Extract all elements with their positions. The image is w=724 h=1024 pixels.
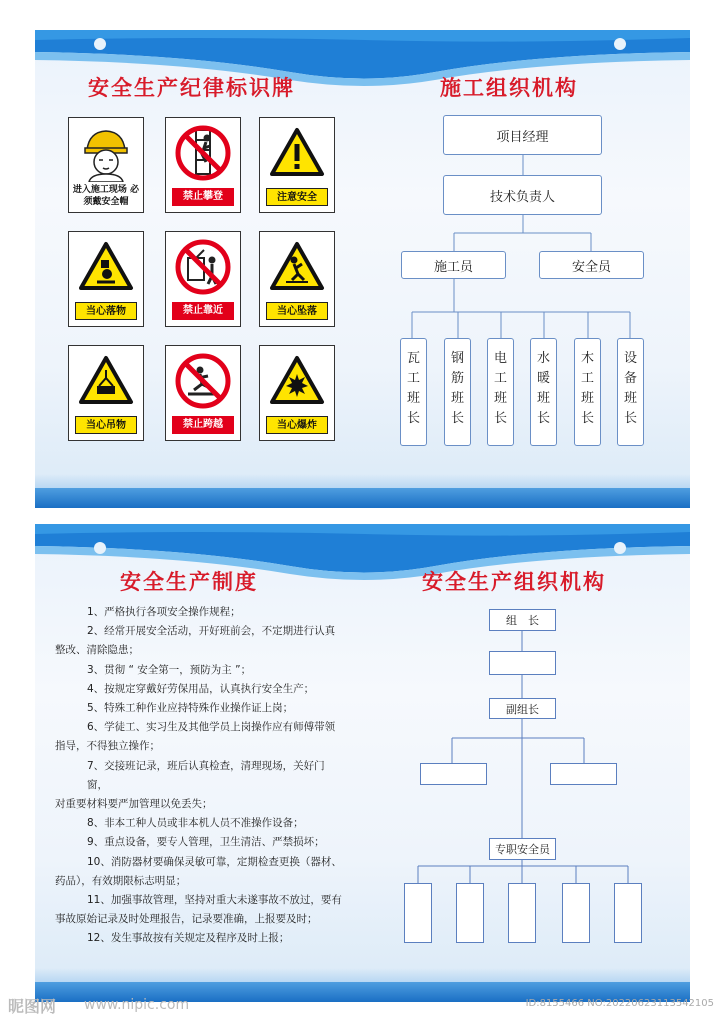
sign-no-approach-label: 禁止靠近 bbox=[172, 302, 234, 320]
org2-node-deputy: 副组长 bbox=[489, 698, 556, 719]
org-leaf-electrical-label bbox=[494, 349, 508, 429]
sign-no-crossing bbox=[165, 345, 241, 441]
no-crossing-icon bbox=[174, 352, 232, 410]
rule-line: 药品），有效期限标志明显； bbox=[55, 874, 187, 887]
org-leaf-rebar bbox=[444, 338, 471, 446]
org-leaf-char: 备 bbox=[623, 371, 637, 386]
org-leaf-masonry-label bbox=[407, 349, 421, 429]
org-leaf-char: 钢 bbox=[450, 351, 464, 366]
sign-hardhat-label: 进入施工现场 必须戴安全帽 bbox=[72, 185, 140, 207]
org-leaf-char: 班 bbox=[536, 391, 550, 406]
org-leaf-char: 瓦 bbox=[406, 351, 420, 366]
rule-line: 5、特殊工种作业应持特殊作业操作证上岗； bbox=[87, 702, 294, 715]
org2-node-blank-left bbox=[420, 763, 487, 785]
rule-line: 4、按规定穿戴好劳保用品，认真执行安全生产； bbox=[87, 682, 315, 695]
sign-suspended-load bbox=[68, 345, 144, 441]
rule-line: 2、经常开展安全活动，开好班前会，不定期进行认真 bbox=[87, 625, 336, 638]
sign-fall-hazard bbox=[259, 231, 335, 327]
org2-leaf-blank bbox=[614, 883, 642, 943]
rule-line: 10、消防器材要确保灵敏可靠，定期检查更换（器材、 bbox=[87, 855, 342, 868]
rule-line: 指导，不得独立操作； bbox=[55, 740, 160, 753]
org-leaf-char: 工 bbox=[493, 371, 507, 386]
footer-band bbox=[35, 488, 690, 508]
rule-line: 9、重点设备，要专人管理，卫生清洁、严禁损坏； bbox=[87, 836, 325, 849]
org2-leaf-blank bbox=[404, 883, 432, 943]
org-leaf-char: 筋 bbox=[450, 371, 464, 386]
org-leaf-plumbing bbox=[530, 338, 557, 446]
sign-caution bbox=[259, 117, 335, 213]
safety-rules-title: 安全生产制度 bbox=[120, 570, 258, 594]
org2-leaf-blank bbox=[562, 883, 590, 943]
rule-line: 6、学徒工、实习生及其他学员上岗操作应有师傅带领 bbox=[87, 721, 336, 734]
org-leaf-carpentry-label bbox=[581, 349, 595, 429]
sign-falling-object bbox=[68, 231, 144, 327]
sign-suspended-load-label: 当心吊物 bbox=[75, 416, 137, 434]
no-approach-icon bbox=[174, 238, 232, 296]
suspended-load-icon bbox=[77, 352, 135, 410]
org-leaf-char: 工 bbox=[580, 371, 594, 386]
org-leaf-char: 长 bbox=[450, 411, 464, 426]
sign-fall-hazard-label: 当心坠落 bbox=[266, 302, 328, 320]
org-leaf-masonry bbox=[400, 338, 427, 446]
org-node-safety-officer: 安全员 bbox=[539, 251, 644, 279]
sign-hardhat bbox=[68, 117, 144, 213]
rule-line: 8、非本工种人员或非本机人员不准操作设备； bbox=[87, 817, 304, 830]
org-leaf-char: 班 bbox=[406, 391, 420, 406]
rule-line: 11、加强事故管理，坚持对重大未遂事故不放过，要有 bbox=[87, 894, 342, 907]
org-node-technical-lead: 技术负责人 bbox=[443, 175, 602, 215]
safety-org-title: 安全生产组织机构 bbox=[422, 570, 606, 594]
rule-line: 对重要材料要严加管理以免丢失； bbox=[55, 798, 213, 811]
rule-line: 1、严格执行各项安全操作规程； bbox=[87, 606, 241, 618]
sign-explosion-label: 当心爆炸 bbox=[266, 416, 328, 434]
org-leaf-electrical bbox=[487, 338, 514, 446]
falling-object-icon bbox=[77, 238, 135, 296]
discipline-signs-title: 安全生产纪律标识牌 bbox=[88, 76, 295, 100]
org-leaf-char: 电 bbox=[493, 351, 507, 366]
org2-leaf-blank bbox=[508, 883, 536, 943]
org-leaf-char: 工 bbox=[406, 371, 420, 386]
org-leaf-char: 班 bbox=[623, 391, 637, 406]
construction-org-title: 施工组织机构 bbox=[440, 76, 578, 100]
exclamation-warning-icon bbox=[268, 124, 326, 182]
rule-line: 3、贯彻 “ 安全第一，预防为主 ”； bbox=[87, 663, 252, 676]
org2-node-blank-right bbox=[550, 763, 617, 785]
org2-leaf-blank bbox=[456, 883, 484, 943]
org-leaf-char: 班 bbox=[450, 391, 464, 406]
rule-line: 整改、清除隐患； bbox=[55, 644, 139, 657]
org2-node-leader: 组 长 bbox=[489, 609, 556, 631]
org-leaf-plumbing-label bbox=[537, 349, 551, 429]
sign-no-approach bbox=[165, 231, 241, 327]
fall-hazard-icon bbox=[268, 238, 326, 296]
rule-line: 12、发生事故按有关规定及程序及时上报； bbox=[87, 932, 290, 945]
org-leaf-char: 长 bbox=[493, 411, 507, 426]
org2-node-safety-officer: 专职安全员 bbox=[489, 838, 556, 860]
org-leaf-rebar-label bbox=[451, 349, 465, 429]
rule-line: 7、交接班记录，班后认真检查，清理现场，关好门窗， bbox=[87, 759, 325, 791]
sign-no-climbing-label: 禁止攀登 bbox=[172, 188, 234, 206]
org-leaf-char: 设 bbox=[623, 351, 637, 366]
no-climbing-icon bbox=[174, 124, 232, 182]
rule-line: 事故原始记录及时处理报告，记录要准确，上报要及时； bbox=[55, 913, 318, 926]
watermark-url: www.nipic.com bbox=[84, 997, 190, 1013]
org-leaf-equipment bbox=[617, 338, 644, 446]
org-leaf-char: 长 bbox=[406, 411, 420, 426]
hardhat-worker-icon bbox=[77, 124, 135, 182]
org-leaf-char: 水 bbox=[536, 351, 550, 366]
org-leaf-carpentry bbox=[574, 338, 601, 446]
sign-falling-object-label: 当心落物 bbox=[75, 302, 137, 320]
watermark-logo: 昵图网 bbox=[8, 997, 57, 1016]
sign-explosion bbox=[259, 345, 335, 441]
org-node-project-manager: 项目经理 bbox=[443, 115, 602, 155]
explosion-icon bbox=[268, 352, 326, 410]
sign-no-crossing-label: 禁止跨越 bbox=[172, 416, 234, 434]
sign-no-climbing bbox=[165, 117, 241, 213]
org-leaf-char: 长 bbox=[580, 411, 594, 426]
watermark-id: ID:8155466 NO:20220623113542105 bbox=[525, 998, 714, 1009]
org-leaf-char: 长 bbox=[536, 411, 550, 426]
org-leaf-char: 木 bbox=[580, 351, 594, 366]
org-node-construction-officer: 施工员 bbox=[401, 251, 506, 279]
org-leaf-char: 暖 bbox=[536, 371, 550, 386]
org-leaf-char: 班 bbox=[580, 391, 594, 406]
org-leaf-char: 班 bbox=[493, 391, 507, 406]
org-leaf-char: 长 bbox=[623, 411, 637, 426]
safety-rules-list bbox=[55, 603, 345, 949]
org-leaf-equipment-label bbox=[624, 349, 638, 429]
org2-node-blank-1 bbox=[489, 651, 556, 675]
sign-caution-label: 注意安全 bbox=[266, 188, 328, 206]
